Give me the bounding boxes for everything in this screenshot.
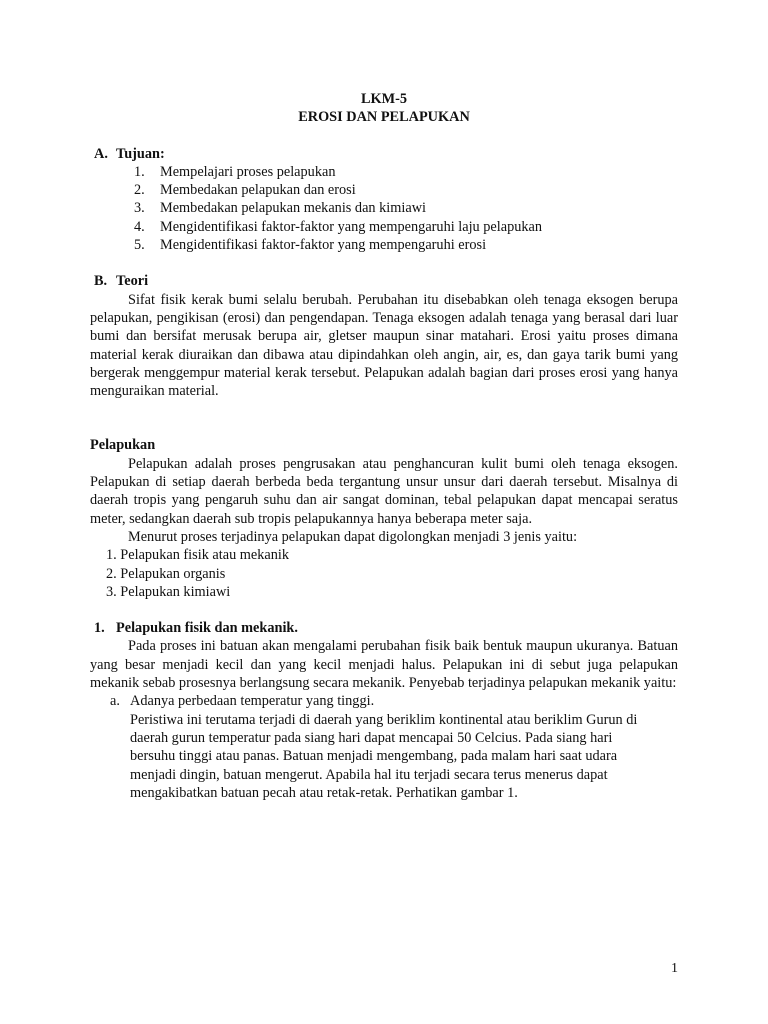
pelapukan-types-list [90, 546, 678, 601]
section-b-heading [90, 272, 678, 290]
document-subtitle: EROSI DAN PELAPUKAN [298, 109, 470, 126]
item-a-body [90, 711, 678, 802]
list-item: 4. Mengidentifikasi faktor-faktor yang mempengaruhi laju pelapukan [134, 218, 543, 235]
list-item: 2. Membedakan pelapukan dan erosi [134, 182, 356, 199]
section-a-heading [90, 145, 678, 163]
item-a-label: a. [110, 693, 120, 710]
pelapukan-intro: Menurut proses terjadinya pelapukan dapat digolongkan menjadi 3 jenis yaitu: [128, 528, 578, 545]
list-item: 2. Pelapukan organis [106, 565, 226, 582]
text-line: Peristiwa ini terutama terjadi di daerah yang beriklim kontinental atau beriklim Gurun di [130, 711, 638, 728]
section-b-label: B. [94, 273, 108, 290]
list-item: 3. Pelapukan kimiawi [106, 583, 231, 600]
section-a-label: A. [94, 145, 108, 162]
text-line: mengakibatkan batuan pecah atau retak-retak. Perhatikan gambar 1. [130, 784, 518, 801]
section-b-title: Teori [116, 273, 149, 290]
document-page [90, 90, 678, 802]
list-item: 3. Membedakan pelapukan mekanis dan kimiawi [134, 200, 427, 217]
item-a-title: Adanya perbedaan temperatur yang tinggi. [130, 693, 375, 710]
text-line: menjadi dingin, batuan mengerut. Apabila hal itu terjadi secara terus menerus dapat [130, 766, 608, 783]
text-line: daerah gurun temperatur pada siang hari dapat mencapai 50 Celcius. Pada siang hari [130, 729, 613, 746]
item-a-heading [90, 692, 678, 710]
section-1-label: 1. [94, 620, 105, 637]
pelapukan-heading: Pelapukan [90, 437, 156, 454]
section-a-title: Tujuan: [116, 145, 165, 162]
document-title: LKM-5 [360, 91, 408, 107]
list-item: 1. Mempelajari proses pelapukan [134, 163, 336, 180]
page-number: 1 [671, 961, 678, 976]
section-1-title: Pelapukan fisik dan mekanik. [116, 620, 298, 637]
text-line: bersuhu tinggi atau panas. Batuan menjadi mengembang, pada malam hari saat udara [130, 748, 618, 765]
section-1-heading [90, 619, 678, 637]
pelapukan-paragraph: Pelapukan adalah proses pengrusakan atau penghancuran kulit bumi oleh tenaga eksogen. Pelapukan di setiap daerah berbeda beda tergantung unsur unsur dari daerah tersebut. Misalnya di daerah tropis yang pengaruh suhu dan air sangat dominan, tebal pelapukan dapat mencapai seratus meter, sedangkan daerah sub tropis pelapukannya hanya beberapa meter saja. [90, 455, 678, 527]
theory-paragraph: Sifat fisik kerak bumi selalu berubah. Perubahan itu disebabkan oleh tenaga eksogen berupa pelapukan, pengikisan (erosi) dan pengendapan. Tenaga eksogen adalah tenaga yang berasal dari luar bumi dan bersifat merusak berupa air, gletser maupun sinar matahari. Erosi yaitu proses dimana material kerak diuraikan dan dibawa atau dipindahkan oleh angin, air, es, dan gaya tarik bumi yang bergerak menggempur material kerak tersebut. Pelapukan adalah bagian dari proses erosi yang hanya menguraikan material. [90, 291, 678, 400]
objectives-list [90, 163, 678, 254]
list-item: 1. Pelapukan fisik atau mekanik [106, 547, 290, 564]
section-1-paragraph: Pada proses ini batuan akan mengalami perubahan fisik baik bentuk maupun ukuranya. Batuan yang besar menjadi kecil dan yang kecil menjadi halus. Pelapukan ini di sebut juga pelapukan mekanik sebab prosesnya berlangsung secara mekanik. Penyebab terjadinya pelapukan mekanik yaitu: [90, 638, 678, 692]
list-item: 5. Mengidentifikasi faktor-faktor yang mempengaruhi erosi [134, 237, 487, 254]
